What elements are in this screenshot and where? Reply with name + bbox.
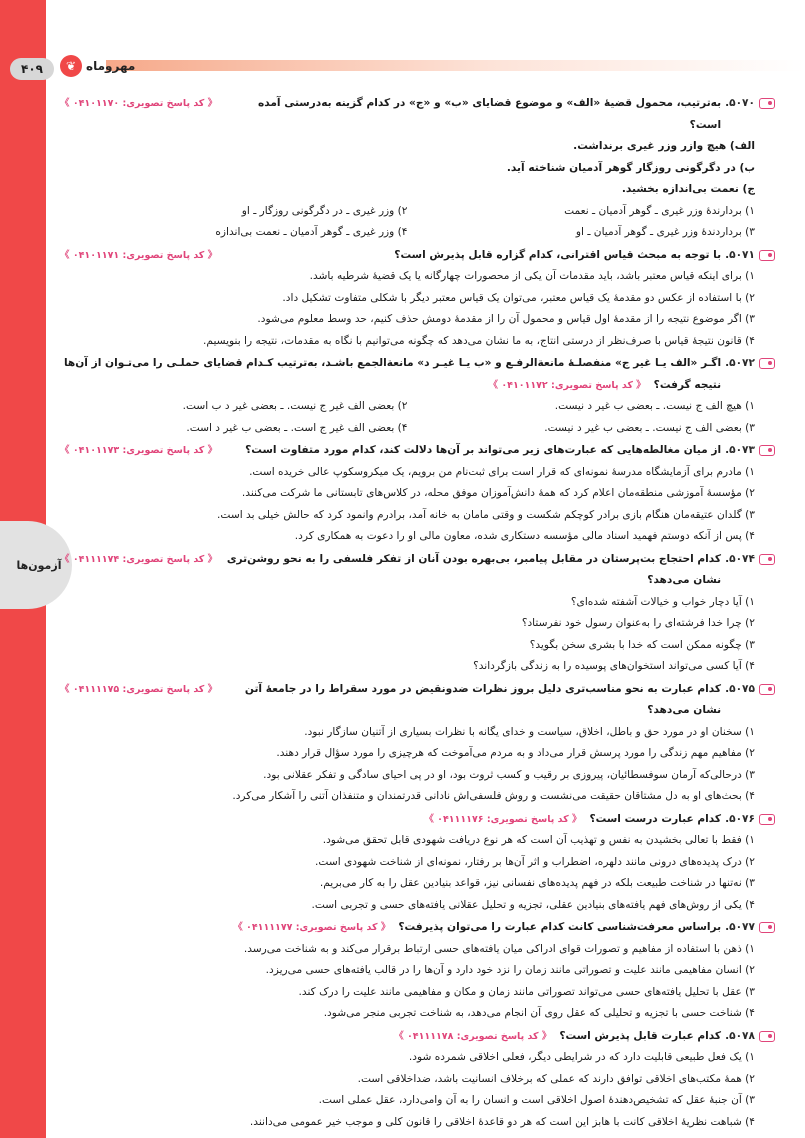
option-3[interactable]: ۳) چگونه ممکن است که خدا با بشری سخن بگوید؟	[529, 638, 755, 651]
video-camera-icon[interactable]	[759, 445, 775, 456]
question-5074	[60, 549, 775, 678]
answer-code: 《 کد پاسخ تصویری: ۰۴۱۱۱۱۷۶ 》	[424, 813, 582, 825]
question-number: ۵۰۷۵.	[725, 682, 755, 695]
option-1[interactable]: ۱) آیا دچار خواب و خیالات آشفته شده‌ای؟	[570, 595, 755, 608]
option-2[interactable]: ۲) مفاهیم مهم زندگی را مورد پرسش قرار می‌داد و به مردم می‌آموخت که هرچیزی را مورد سؤال قرار دهند.	[276, 747, 755, 759]
option-3[interactable]: ۳) اگر موضوع نتیجه را از مقدمهٔ اول قیاس و محمول آن را از مقدمهٔ دومش حذف کنیم، حد وسط معلوم می‌شود.	[257, 313, 755, 325]
option-4[interactable]: ۴) وزر غیری ـ گوهر آدمیان ـ نعمت بی‌اندازه	[215, 226, 408, 238]
question-number: ۵۰۷۷.	[725, 921, 755, 933]
option-4[interactable]: ۴) یکی از روش‌های فهم یافته‌های بنیادین عقلی، تجزیه و تحلیل عقلانی یافته‌های حسی و تجربی است.	[311, 898, 755, 911]
option-1[interactable]: ۱) ذهن با استفاده از مفاهیم و تصورات قوای ادراکی میان یافته‌های حسی ارتباط برقرار می‌کند و به شناخت می‌رسد.	[243, 942, 755, 955]
option-1[interactable]: ۱) سخنان او در مورد حق و باطل، اخلاق، سیاست و خدای یگانه با نظرات بسیاری از آتنیان سازگار نبود.	[304, 725, 755, 738]
question-5071	[60, 245, 775, 353]
question-5070	[60, 93, 775, 244]
question-header	[60, 917, 775, 939]
option-2[interactable]: ۲) با استفاده از عکس دو مقدمهٔ یک قیاس معتبر، می‌توان یک قیاس معتبر دیگر با شکلی متفاوت تشکیل داد.	[282, 291, 755, 304]
option-2[interactable]: ۲) وزر غیری ـ در دگرگونی روزگار ـ او	[241, 204, 408, 217]
statement: الف) هیچ وازر وزر غیری برنداشت.	[573, 140, 755, 152]
question-5077	[60, 917, 775, 1025]
question-list	[60, 93, 775, 1134]
option-2[interactable]: ۲) درک پدیده‌های درونی مانند دلهره، اضطراب و اثر آن‌ها بر رفتار، نمونه‌ای از شناخت شهودی است.	[315, 855, 755, 868]
question-text: اگـر «الف یـا غیر ج» منفصلـهٔ مانعةالرفـع و «ب یـا غیـر د» مانعةالجمع باشـد، به‌ترتیب کـدام قضایای حملـی را می‌تـوان از آن‌ها نتیجه گرفت؟	[63, 357, 722, 391]
answer-code: 《 کد پاسخ تصویری: ۰۴۱۰۱۱۷۰ 》	[60, 98, 218, 109]
answer-code: 《 کد پاسخ تصویری: ۰۴۱۱۱۱۷۵ 》	[60, 683, 218, 695]
option-4[interactable]: ۴) شناخت حسی با تجزیه و تحلیلی که عقل روی آن انجام می‌دهد، به شناخت تجربی منجر می‌شود.	[323, 1007, 755, 1019]
video-camera-icon[interactable]	[759, 922, 775, 933]
option-1[interactable]: ۱) برای اینکه قیاس معتبر باشد، باید مقدمات آن یکی از محصورات چهارگانه یا یک قضیهٔ شرطیه باشد.	[309, 270, 755, 282]
question-header	[60, 245, 775, 267]
video-camera-icon[interactable]	[759, 358, 775, 369]
option-2[interactable]: ۲) بعضی الف غیر ج نیست. ـ بعضی غیر د ب است.	[182, 400, 408, 412]
video-camera-icon[interactable]	[759, 814, 775, 825]
question-text: کدام احتجاج بت‌پرستان در مقابل پیامبر، بی‌بهره بودن آنان از تفکر فلسفی را به نحو روشن‌تری نشان می‌دهد؟	[226, 552, 722, 586]
question-text: به‌ترتیب، محمول قضیهٔ «الف» و موضوع قضایای «ب» و «ج» در کدام گزینه به‌درستی آمده است؟	[257, 97, 722, 131]
option-4[interactable]: ۴) بحث‌های او به دل مشتاقان حقیقت می‌نشست و روش فلسفی‌اش نادانی قدرتمندان و متنفذان آتنی را آشکار می‌کرد.	[232, 790, 755, 802]
question-number: ۵۰۷۸.	[725, 1029, 755, 1042]
option-3[interactable]: ۳) بعضی الف ج نیست. ـ بعضی ب غیر د نیست.	[544, 421, 755, 434]
option-1[interactable]: ۱) هیچ الف ج نیست. ـ بعضی ب غیر د نیست.	[554, 400, 755, 412]
question-header	[60, 440, 775, 462]
option-2[interactable]: ۲) چرا خدا فرشته‌ای را به‌عنوان رسول خود نفرستاد؟	[521, 617, 755, 629]
question-5076	[60, 809, 775, 917]
option-3[interactable]: ۳) نه‌تنها در شناخت طبیعت بلکه در فهم پدیده‌های نفسانی نیز، قواعد بنیادین عقل را به کار می‌بریم.	[319, 877, 755, 889]
question-5073	[60, 440, 775, 548]
option-2[interactable]: ۲) همهٔ مکتب‌های اخلاقی توافق دارند که عملی که برخلاف انسانیت باشد، ضداخلاقی است.	[357, 1072, 755, 1085]
option-4[interactable]: ۴) شباهت نظریهٔ اخلاقی کانت با هابز این است که هر دو قاعدهٔ اخلاقی را قانون کلی و موجب خیر عمومی می‌دانند.	[249, 1115, 755, 1128]
option-1[interactable]: ۱) مادرم برای آزمایشگاه مدرسهٔ نمونه‌ای که قرار است برای ثبت‌نام من برویم، یک میکروسکوپ عالی خریده است.	[249, 465, 755, 478]
options-grid	[60, 396, 775, 439]
option-3[interactable]: ۳) درحالی‌که آرمان سوفسطائیان، پیروزی بر رقیب و کسب ثروت بود، او در پی احیای سادگی و تفکر عقلانی بود.	[263, 768, 755, 781]
statement: ب) در دگرگونی روزگار گوهر آدمیان شناخته آید.	[506, 161, 755, 174]
video-camera-icon[interactable]	[759, 250, 775, 261]
question-header	[60, 549, 775, 592]
page-header	[46, 54, 805, 80]
butterfly-logo-icon: ❦	[60, 55, 82, 77]
question-number: ۵۰۷۶.	[725, 812, 755, 825]
options-grid	[60, 201, 775, 244]
option-4[interactable]: ۴) پس از آنکه دوستم فهمید اسناد مالی مؤسسه دستکاری شده، معاون مالی او را دعوت به همکاری کرد.	[294, 530, 755, 542]
question-number: ۵۰۷۱.	[725, 248, 755, 261]
question-text: براساس معرفت‌شناسی کانت کدام عبارت را می‌توان پذیرفت؟	[398, 921, 722, 933]
question-text: از میان مغالطه‌هایی که عبارت‌های زیر می‌تواند بر آن‌ها دلالت کند، کدام مورد متفاوت است؟	[245, 444, 722, 456]
option-3[interactable]: ۳) عقل با تحلیل یافته‌های حسی می‌تواند تصوراتی مانند زمان و مکان و مفاهیمی مانند علیت را درک کند.	[298, 985, 755, 998]
option-1[interactable]: ۱) بردارندهٔ وزر غیری ـ گوهر آدمیان ـ نعمت	[564, 204, 755, 217]
video-camera-icon[interactable]	[759, 684, 775, 695]
option-2[interactable]: ۲) انسان مفاهیمی مانند علیت و تصوراتی مانند زمان را نزد خود دارد و آن‌ها را در قالب یافته‌های حسی می‌ریزد.	[265, 964, 755, 976]
question-number: ۵۰۷۰.	[725, 97, 755, 109]
option-4[interactable]: ۴) بعضی الف غیر ج است. ـ بعضی ب غیر د است.	[186, 421, 408, 434]
option-1[interactable]: ۱) فقط با تعالی بخشیدن به نفس و تهذیب آن است که هر نوع دریافت شهودی قابل تحقق می‌شود.	[322, 834, 755, 846]
question-text: کدام عبارت درست است؟	[589, 812, 722, 825]
answer-code: 《 کد پاسخ تصویری: ۰۴۱۰۱۱۷۱ 》	[60, 249, 218, 261]
question-number: ۵۰۷۴.	[725, 552, 755, 565]
video-camera-icon[interactable]	[759, 98, 775, 109]
answer-code: 《 کد پاسخ تصویری: ۰۴۱۰۱۱۷۲ 》	[488, 379, 646, 391]
question-5072	[60, 353, 775, 439]
answer-code: 《 کد پاسخ تصویری: ۰۴۱۱۱۱۷۸ 》	[394, 1030, 552, 1042]
video-camera-icon[interactable]	[759, 554, 775, 565]
question-header	[60, 353, 775, 396]
answer-code: 《 کد پاسخ تصویری: ۰۴۱۱۱۱۷۴ 》	[60, 553, 218, 565]
brand-name: مهروماه	[86, 59, 136, 73]
page-number: ۴۰۹	[10, 58, 54, 80]
question-header	[60, 93, 775, 136]
option-3[interactable]: ۳) آن جنبهٔ عقل که تشخیص‌دهندهٔ اصول اخلاقی است و انسان را به آن وامی‌دارد، عقل عملی است.	[318, 1094, 755, 1106]
question-header	[60, 809, 775, 831]
option-4[interactable]: ۴) آیا کسی می‌تواند استخوان‌های پوسیده را به زندگی بازگرداند؟	[473, 660, 755, 672]
option-2[interactable]: ۲) مؤسسهٔ آموزشی منطقه‌مان اعلام کرد که همهٔ دانش‌آموزان موفق محله، در کلاس‌های تابستانی ما شرکت می‌کنند.	[241, 487, 755, 499]
option-4[interactable]: ۴) قانون نتیجهٔ قیاس با صرف‌نظر از درستی انتاج، به ما نشان می‌دهد که چگونه می‌توانیم با نگاه به مقدمات، نتیجه را بنویسیم.	[203, 334, 755, 347]
answer-code: 《 کد پاسخ تصویری: ۰۴۱۰۱۱۷۳ 》	[60, 445, 218, 456]
question-text: کدام عبارت به نحو مناسب‌تری دلیل بروز نظرات ضدونقیض در مورد سقراط را در جامعهٔ آتن نشان می‌دهد؟	[244, 682, 722, 716]
option-3[interactable]: ۳) برداردندهٔ وزر غیری ـ گوهر آدمیان ـ او	[575, 226, 755, 238]
answer-code: 《 کد پاسخ تصویری: ۰۴۱۱۱۱۷۷ 》	[233, 922, 391, 933]
header-band	[106, 60, 805, 71]
question-text: کدام عبارت قابل پذیرش است؟	[559, 1029, 722, 1042]
video-camera-icon[interactable]	[759, 1031, 775, 1042]
option-3[interactable]: ۳) گلدان عتیقه‌مان هنگام بازی برادر کوچکم شکست و وقتی مامان به خانه آمد، برادرم وانمود کرد که حالش خیلی بد است.	[217, 508, 755, 521]
question-5075	[60, 679, 775, 808]
question-text: با توجه به مبحث قیاس اقترانی، کدام گزاره قابل پذیرش است؟	[394, 248, 722, 261]
question-header	[60, 679, 775, 722]
question-header	[60, 1026, 775, 1048]
question-number: ۵۰۷۳.	[725, 444, 755, 456]
question-5078	[60, 1026, 775, 1134]
option-1[interactable]: ۱) یک فعل طبیعی قابلیت دارد که در شرایطی دیگر، فعلی اخلاقی شمرده شود.	[408, 1051, 755, 1063]
question-number: ۵۰۷۲.	[725, 357, 755, 369]
brand	[60, 54, 135, 78]
statement: ج) نعمت بی‌اندازه بخشید.	[621, 183, 755, 195]
section-side-tab-label: آزمون‌ها	[16, 558, 62, 572]
